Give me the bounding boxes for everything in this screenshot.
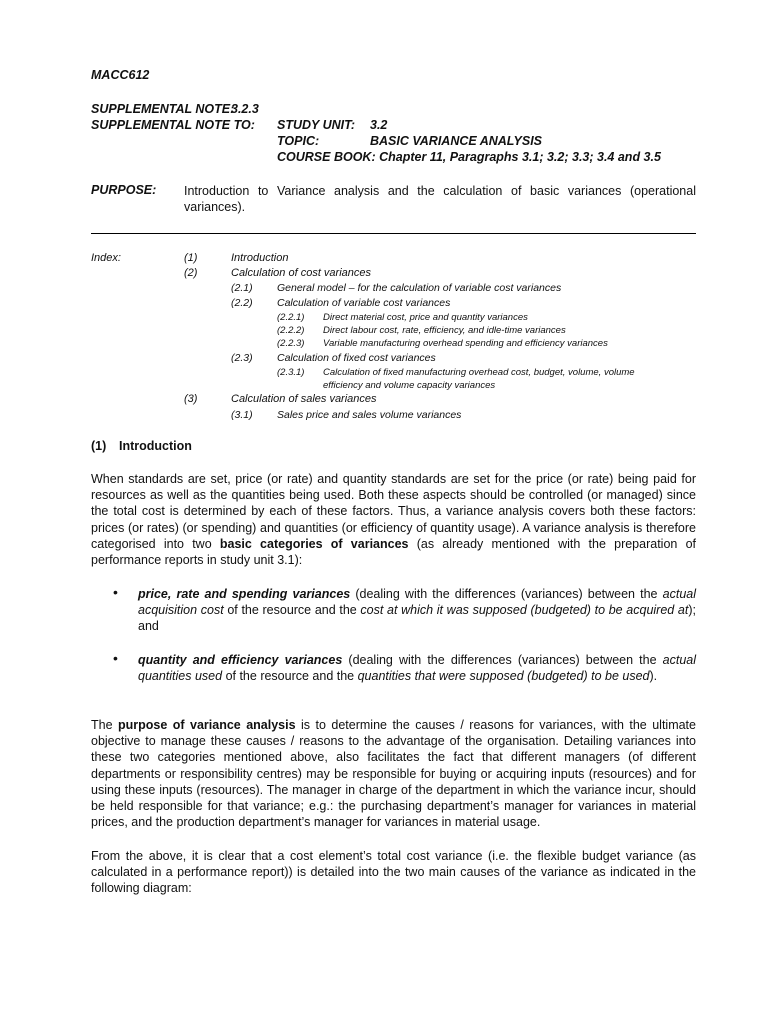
index-item-text: Calculation of cost variances (231, 267, 372, 279)
index-item-num: (1) (184, 252, 198, 264)
paragraph-text: (as already mentioned with the preparation of performance reports in study unit 3.1): (91, 536, 696, 568)
index-item-text: Calculation of variable cost variances (277, 297, 451, 309)
bullet-text: ); and (138, 603, 696, 634)
bullet-item-price-variances (138, 586, 696, 635)
index-item-num: (2) (184, 267, 198, 279)
paragraph-text: The (91, 718, 118, 732)
bullet-icon: • (113, 650, 118, 666)
bullet-italic-text: actual quantities used (138, 653, 697, 684)
bullet-text: (dealing with the differences (variances) between the (342, 653, 663, 667)
index-label: Index: (91, 252, 121, 264)
index-item-text: Variable manufacturing overhead spending and efficiency variances (323, 338, 608, 349)
supplemental-note-value: 3.2.3 (231, 102, 259, 116)
bullet-text: ). (649, 669, 658, 684)
paragraph-text: is to determine the causes / reasons for variances, with the ultimate objective to manage these causes / reasons to the advantage of the organisation. Detailing variances into these two categories mentioned above, also facilitates the fact that different managers (of different departments or responsibility centres) may be responsible for buying or acquiring inputs (resources) and for using these inputs (resources). The manager in charge of the department in which the variance incur, should be held responsible for that variance; e.g.: the purchasing department’s manager for variances in material prices, and the production department’s manager for variances in material usage. (91, 718, 696, 830)
index-item-num: (2.1) (231, 282, 253, 294)
index-item-num: (2.3) (231, 352, 253, 364)
purpose-label: PURPOSE: (91, 183, 157, 197)
paragraph-purpose (91, 717, 696, 830)
index-item-num: (3) (184, 393, 198, 405)
section-heading-title: Introduction (119, 439, 192, 453)
bullet-italic-text: quantities that were supposed (budgeted) to be used (357, 669, 650, 684)
index-item-num: (2.2.3) (277, 338, 305, 349)
paragraph-bold-text: basic categories of variances (219, 536, 409, 551)
bullet-text: (dealing with the differences (variances) between the (350, 587, 663, 601)
course-book: COURSE BOOK: Chapter 11, Paragraphs 3.1; 3.2; 3.3; 3.4 and 3.5 (277, 150, 661, 164)
index-item-text: Calculation of fixed cost variances (277, 352, 436, 364)
supplemental-note-label: SUPPLEMENTAL NOTE: (91, 102, 235, 116)
bullet-term: price, rate and spending variances (138, 587, 351, 601)
index-item-num: (2.2.2) (277, 325, 305, 336)
paragraph-bold-text: purpose of variance analysis (118, 718, 296, 732)
paragraph-text: When standards are set, price (or rate) and quantity standards are set for the price (or rate) being paid for resources as well as the quantities being used. Both these aspects should be controlled (or managed) since the total cost is determined by each of these factors. Thus, a variance analysis covers both these factors: prices (or rates) (or spending) and quantities (or efficiency of quantity usage). A variance analysis is therefore categorised into two (91, 472, 696, 551)
course-code: MACC612 (91, 68, 150, 82)
index-item-num: (3.1) (231, 409, 253, 421)
supplemental-note-to-label: SUPPLEMENTAL NOTE TO: (91, 118, 255, 132)
index-item-num: (2.2.1) (277, 312, 305, 323)
paragraph-diagram-intro: From the above, it is clear that a cost element’s total cost variance (i.e. the flexible budget variance (as calculated in a performance report)) is detailed into the two main causes of the variance as indicated in the following diagram: (91, 849, 696, 896)
bullet-italic-text: cost at which it was supposed (budgeted) to be acquired at (360, 603, 689, 618)
section-heading-number: (1) (91, 439, 107, 453)
bullet-italic-text: actual acquisition cost (138, 587, 696, 618)
index-item-text: Calculation of sales variances (231, 393, 377, 405)
index-item-text: efficiency and volume capacity variances (323, 380, 496, 391)
index-item-text: Calculation of fixed manufacturing overhead cost, budget, volume, volume (323, 367, 635, 378)
index-item-num: (2.3.1) (277, 367, 305, 378)
purpose-text: Introduction to Variance analysis and the calculation of basic variances (operational variances). (184, 184, 696, 214)
bullet-item-quantity-variances (138, 652, 696, 684)
bullet-icon: • (113, 584, 118, 600)
index-item-text: Sales price and sales volume variances (277, 409, 462, 421)
index-item-text: Introduction (231, 252, 289, 264)
bullet-text: of the resource and the (223, 603, 361, 618)
horizontal-rule (91, 233, 696, 234)
index-item-text: Direct labour cost, rate, efficiency, and idle-time variances (323, 325, 566, 336)
study-unit-value: 3.2 (370, 118, 388, 132)
topic-label: TOPIC: (277, 134, 320, 148)
paragraph-intro (91, 471, 696, 568)
study-unit-label: STUDY UNIT: (277, 118, 356, 132)
index-item-num: (2.2) (231, 297, 253, 309)
bullet-term: quantity and efficiency variances (138, 653, 343, 667)
bullet-text: of the resource and the (222, 669, 358, 684)
topic-value: BASIC VARIANCE ANALYSIS (370, 134, 543, 148)
index-item-text: Direct material cost, price and quantity variances (323, 312, 528, 323)
index-item-text: General model – for the calculation of variable cost variances (277, 282, 562, 294)
